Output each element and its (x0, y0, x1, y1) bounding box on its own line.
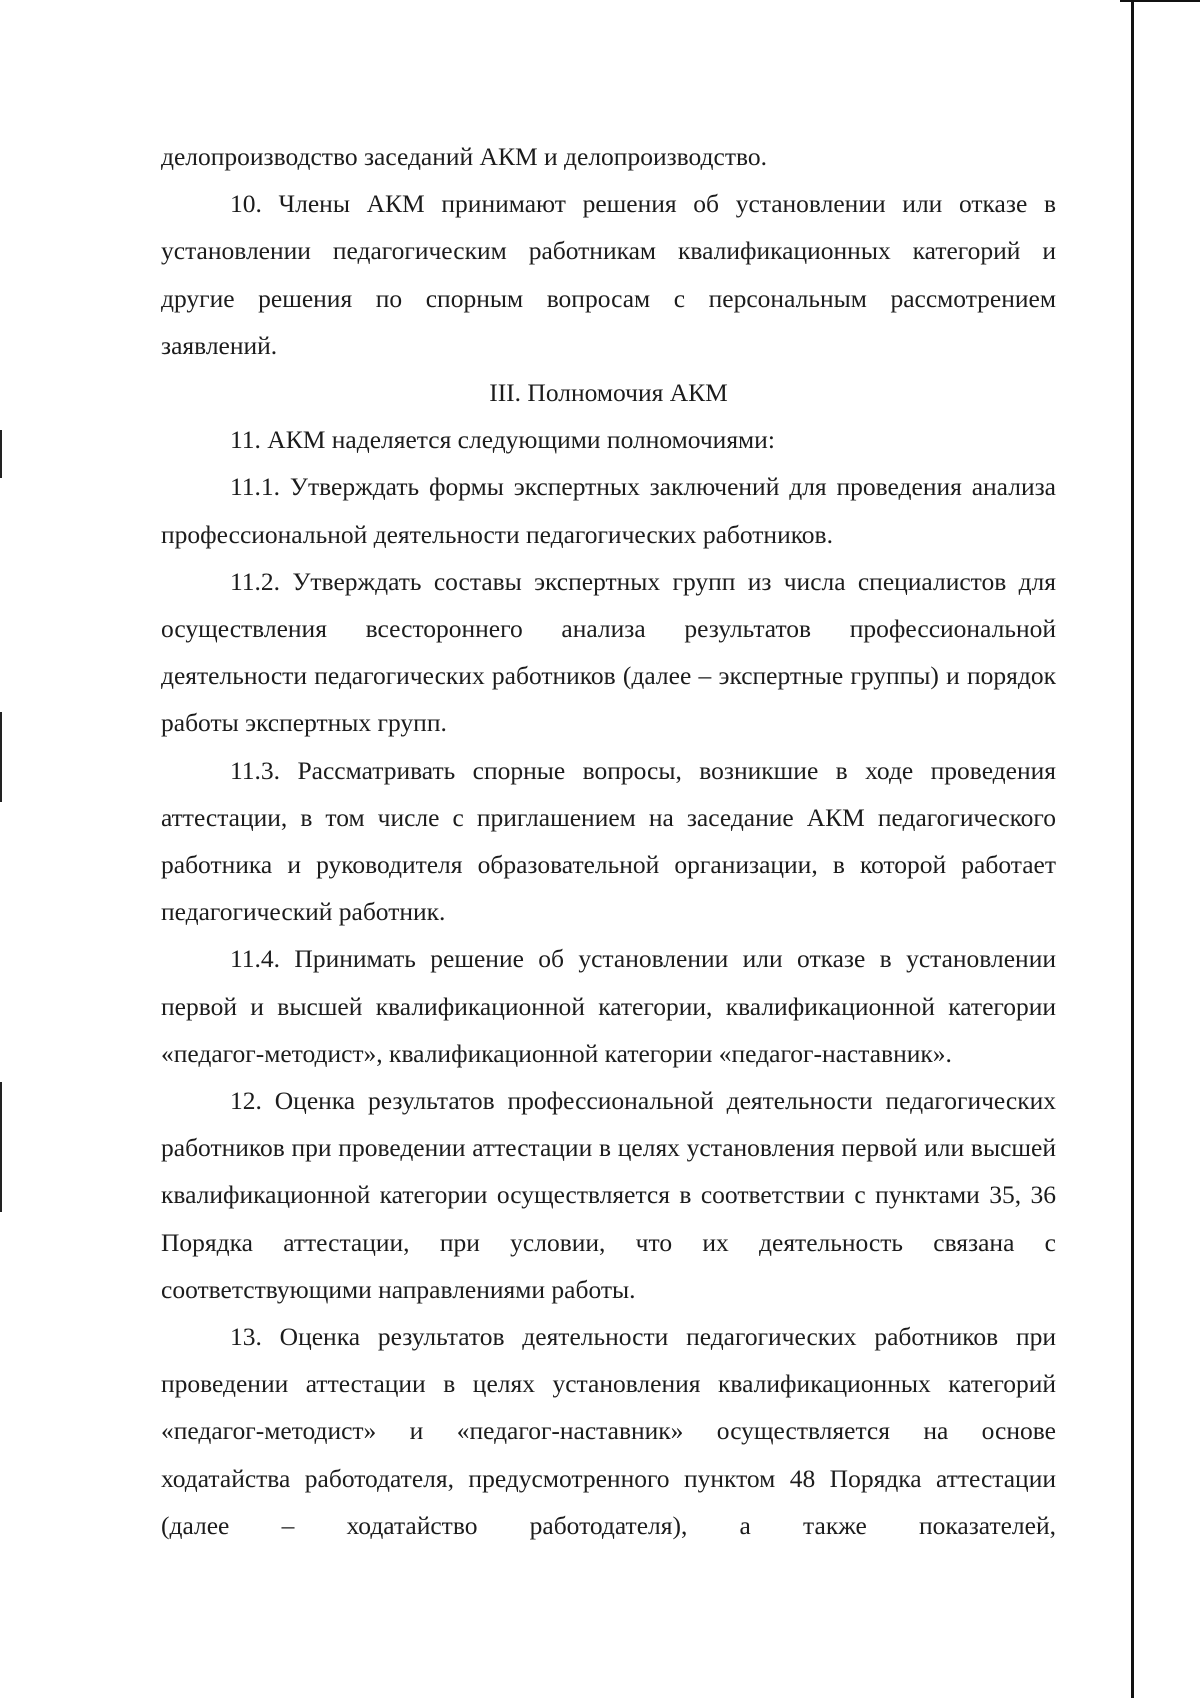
paragraph-11-4: 11.4. Принимать решение об установлении или отказе в установлении первой и высшей квалификационной категории, квалификационной категории «педагог-методист», квалификационной категории «педагог-наставник». (161, 944, 1056, 1068)
paragraph-11-1: 11.1. Утверждать формы экспертных заключений для проведения анализа профессиональной деятельности педагогических работников. (161, 472, 1056, 549)
scan-frame-right-edge (1131, 0, 1134, 1698)
scan-edge-mark (0, 430, 2, 478)
scan-edge-mark (0, 1082, 2, 1212)
scan-edge-mark (0, 712, 2, 802)
paragraph-11-3: 11.3. Рассматривать спорные вопросы, возникшие в ходе проведения аттестации, в том числе с приглашением на заседание АКМ педагогического работника и руководителя образовательной организации, в которой работает педагогический работник. (161, 755, 1056, 927)
paragraph-10: 10. Члены АКМ принимают решения об установлении или отказе в установлении педагогическим работникам квалификационных категорий и другие решения по спорным вопросам с персональным рассмотрением заявлений. (161, 189, 1056, 360)
paragraph-13: 13. Оценка результатов деятельности педагогических работников при проведении аттестации в целях установления квалификационных категорий «педагог-методист» и «педагог-наставник» осуществляется на основе ходатайства работодателя, предусмотренного пунктом 48 Порядка аттестации (далее – ходатайство работодателя), а также показателей, (161, 1322, 1056, 1540)
section-heading: III. Полномочия АКМ (489, 378, 728, 408)
paragraph-11-2: 11.2. Утверждать составы экспертных групп из числа специалистов для осуществления всестороннего анализа результатов профессиональной деятельности педагогических работников (далее – экспертные группы) и порядок работы экспертных групп. (161, 566, 1056, 738)
paragraph-12: 12. Оценка результатов профессиональной деятельности педагогических работников при проведении аттестации в целях установления первой или высшей квалификационной категории осуществляется в соответствии с пунктами 35, 36 Порядка аттестации, при условии, что их деятельность связана с соответствующими направлениями работы. (161, 1086, 1056, 1304)
paragraph-continuation: делопроизводство заседаний АКМ и делопроизводство. (161, 142, 767, 171)
paragraph-11: 11. АКМ наделяется следующими полномочиями: (230, 425, 775, 455)
document-body (161, 133, 1056, 1549)
